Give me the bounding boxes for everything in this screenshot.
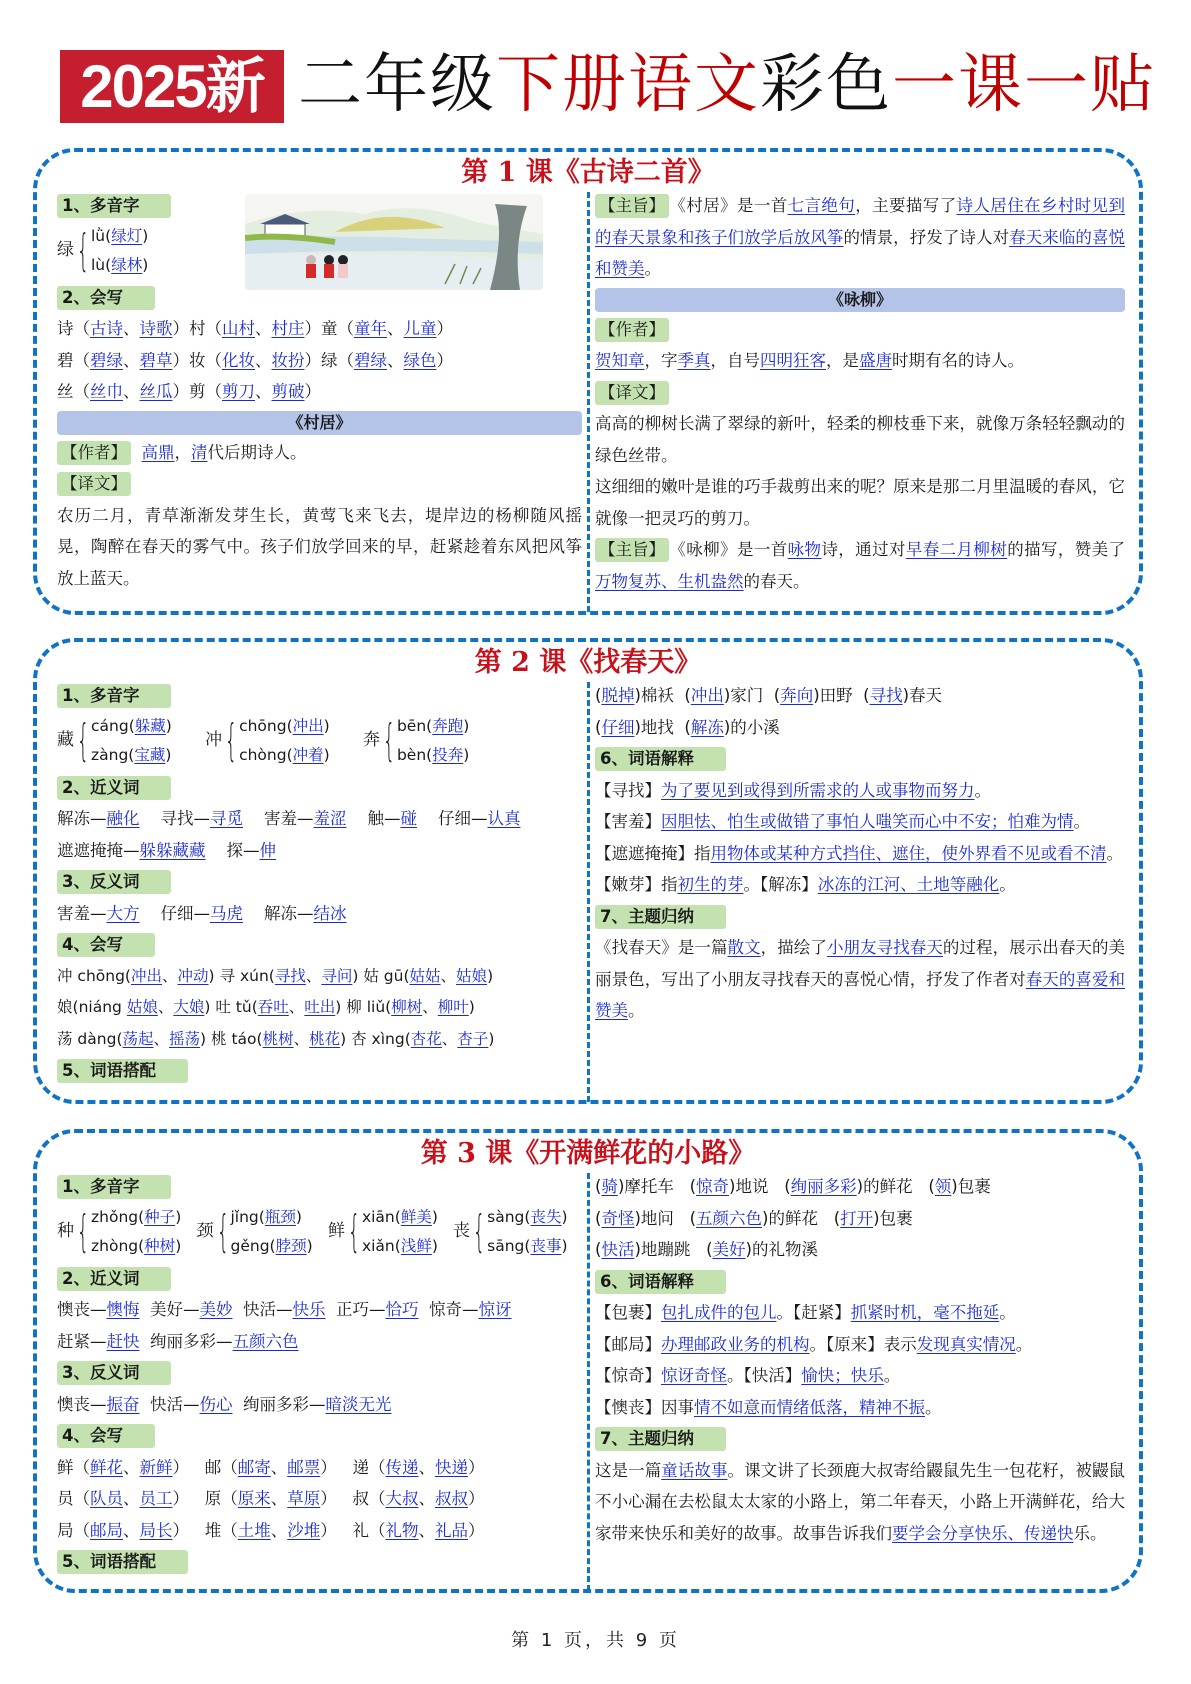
author-line: 【作者】 高鼎，清代后期诗人。 <box>57 437 582 469</box>
collocation-row: (快活)地蹦跳 (美好)的礼物溪 <box>595 1240 818 1259</box>
definition-line: 【遮遮掩掩】指用物体或某种方式挡住、遮住，使外界看不见或看不清。 <box>595 843 1123 863</box>
brace-icon: { <box>382 714 396 766</box>
page-header <box>0 0 1191 130</box>
polyphone-item: 丧 { sàng(丧失) sāng(丧事) <box>453 1205 568 1257</box>
author-line: 贺知章，字季真，自号四明狂客，是盛唐时期有名的诗人。 <box>595 351 1024 370</box>
page-title <box>298 40 1156 130</box>
section-heading: 4、会写 <box>57 1424 155 1448</box>
title-part-volume: 下册语文 <box>496 48 760 122</box>
section-heading: 6、词语解释 <box>595 1270 726 1294</box>
lesson-2-right-column <box>595 680 1125 1027</box>
synonym-row: 遮遮掩掩—躲躲藏藏 探—伸 <box>57 840 276 860</box>
write-row: 局（邮局、局长） 堆（土堆、沙堆） 礼（礼物、礼品） <box>57 1520 485 1540</box>
polyphone-item: 种 { zhǒng(种子) zhòng(种树) <box>57 1205 182 1257</box>
section-heading: 6、词语解释 <box>595 747 726 771</box>
collocation-row: (仔细)地找 (解冻)的小溪 <box>595 717 780 737</box>
theme-summary: 这是一篇童话故事。课文讲了长颈鹿大叔寄给鼹鼠先生一包花籽，被鼹鼠不小心漏在去松鼠太太家的小路上，第二年春天，小路上开满鲜花，给大家带来快乐和美好的故事。故事告诉我们要学会分享快乐、传递快乐。 <box>595 1460 1126 1543</box>
synonym-row: 懊丧—懊悔 美好—美妙 快活—快乐 正巧—恰巧 惊奇—惊讶 <box>57 1300 512 1319</box>
theme-paragraph: 【主旨】 《咏柳》是一首咏物诗，通过对早春二月柳树的描写，赞美了万物复苏、生机盎然的春天。 <box>595 540 1126 591</box>
write-row: 员（队员、员工） 原（原来、草原） 叔（大叔、叔叔） <box>57 1489 485 1508</box>
brace-icon: { <box>224 714 238 766</box>
polyphone-item: 奔 { bēn(奔跑) bèn(投奔) <box>362 714 470 766</box>
poem-title-bar: 《咏柳》 <box>595 288 1125 312</box>
section-heading: 1、多音字 <box>57 1175 171 1199</box>
lesson-3-card <box>33 1129 1143 1593</box>
antonym-row: 懊丧—振奋 快活—伤心 绚丽多彩—暗淡无光 <box>57 1394 392 1414</box>
lesson-2-card <box>33 638 1143 1104</box>
page-number: 第 1 页，共 9 页 <box>511 1630 680 1651</box>
brace-icon: { <box>76 1205 90 1257</box>
section-heading: 3、反义词 <box>57 1361 171 1385</box>
translation-text: 农历二月，青草渐渐发芽生长，黄莺飞来飞去，堤岸边的杨柳随风摇晃，陶醉在春天的雾气中。孩子们放学回来的早，赶紧趁着东风把风筝放上蓝天。 <box>57 505 582 588</box>
definition-line: 【害羞】因胆怯、怕生或做错了事怕人嗤笑而心中不安；怕难为情。 <box>595 812 1090 831</box>
river-landscape-illustration <box>245 194 543 290</box>
theme-paragraph: 【主旨】 《村居》是一首七言绝句，主要描写了诗人居住在乡村时见到的春天景象和孩子们放学后放风筝的情景，抒发了诗人对春天来临的喜悦和赞美。 <box>595 196 1126 278</box>
translation-text: 高高的柳树长满了翠绿的新叶，轻柔的柳枝垂下来，就像万条轻轻飘动的绿色丝带。 <box>595 414 1125 465</box>
poem-title-bar: 《村居》 <box>57 411 582 435</box>
definition-line: 【邮局】办理邮政业务的机构。【原来】表示发现真实情况。 <box>595 1334 1033 1354</box>
brace-icon: { <box>216 1205 229 1257</box>
definition-line: 【包裹】包扎成件的包儿。【赶紧】抓紧时机，毫不拖延。 <box>595 1303 1016 1322</box>
lesson-3-right-column <box>595 1171 1125 1549</box>
polyphone-list <box>57 1203 582 1263</box>
synonym-row: 赶紧—赶快 绚丽多彩—五颜六色 <box>57 1331 299 1351</box>
lesson-2-left-column <box>57 680 582 1087</box>
write-row: 诗（古诗、诗歌）村（山村、村庄）童（童年、儿童） <box>57 319 453 338</box>
lesson-3-left-column <box>57 1171 582 1578</box>
translation-tag: 【译文】 <box>57 472 131 496</box>
write-row: 鲜（鲜花、新鲜） 邮（邮寄、邮票） 递（传递、快递） <box>57 1457 485 1477</box>
section-heading: 1、多音字 <box>57 684 171 708</box>
polyphone-item: 藏 { cáng(躲藏) zàng(宝藏) <box>57 714 172 766</box>
collocation-row: (脱掉)棉袄 (冲出)家门 (奔向)田野 (寻找)春天 <box>595 686 942 705</box>
lesson-2-title: 第 2 课《找春天》 <box>474 647 702 678</box>
lesson-1-card <box>33 148 1143 615</box>
author-tag: 【作者】 <box>57 441 131 465</box>
antonym-row: 害羞—大方 仔细—马虎 解冻—结冰 <box>57 903 347 923</box>
polyphone-item: 绿 { lǜ(绿灯) lù(绿林) <box>57 224 149 276</box>
section-heading: 2、近义词 <box>57 1267 171 1291</box>
section-heading: 5、词语搭配 <box>57 1059 188 1083</box>
section-heading: 3、反义词 <box>57 870 171 894</box>
brace-icon: { <box>76 224 90 276</box>
write-row: 娘(niáng 姑娘、大娘) 吐 tǔ(吞吐、吐出) 柳 liǔ(柳树、柳叶) <box>57 998 475 1016</box>
section-heading: 7、主题归纳 <box>595 1427 726 1451</box>
write-row: 碧（碧绿、碧草）妆（化妆、妆扮）绿（碧绿、绿色） <box>57 350 453 370</box>
brace-icon: { <box>347 1205 361 1257</box>
column-divider <box>587 192 590 612</box>
synonym-row: 解冻—融化 寻找—寻觅 害羞—羞涩 触—碰 仔细—认真 <box>57 809 521 828</box>
translation-text: 这细细的嫩叶是谁的巧手裁剪出来的呢？原来是那二月里温暖的春风，它就像一把灵巧的剪刀。 <box>595 477 1125 528</box>
section-heading: 5、词语搭配 <box>57 1550 188 1574</box>
section-heading: 2、近义词 <box>57 776 171 800</box>
polyphone-item: 鲜 { xiān(鲜美) xiǎn(浅鲜) <box>327 1205 438 1257</box>
section-heading: 4、会写 <box>57 933 155 957</box>
section-heading: 7、主题归纳 <box>595 905 726 929</box>
title-part-one-lesson: 一课一贴 <box>892 48 1156 122</box>
collocation-row: (骑)摩托车 (惊奇)地说 (绚丽多彩)的鲜花 (领)包裹 <box>595 1177 991 1196</box>
polyphone-item: 冲 { chōng(冲出) chòng(冲着) <box>205 714 330 766</box>
column-divider <box>587 1173 590 1591</box>
polyphone-item: 颈 { jǐng(瓶颈) gěng(脖颈) <box>196 1205 313 1257</box>
translation-tag: 【译文】 <box>595 381 669 405</box>
brace-icon: { <box>76 714 90 766</box>
section-heading: 1、多音字 <box>57 194 171 218</box>
lesson-1-title: 第 1 课《古诗二首》 <box>461 157 715 188</box>
section-heading: 2、会写 <box>57 286 155 310</box>
write-row: 冲 chōng(冲出、冲动) 寻 xún(寻找、寻问) 姑 gū(姑姑、姑娘) <box>57 966 494 985</box>
definition-line: 【寻找】为了要见到或得到所需求的人或事物而努力。 <box>595 780 991 800</box>
lesson-3-title: 第 3 课《开满鲜花的小路》 <box>420 1138 756 1169</box>
theme-summary: 《找春天》是一篇散文，描绘了小朋友寻找春天的过程，展示出春天的美丽景色，写出了小朋友寻找春天的喜悦心情，抒发了作者对春天的喜爱和赞美。 <box>595 938 1126 1020</box>
column-divider <box>587 682 590 1102</box>
definition-line: 【惊奇】惊讶奇怪。【快活】愉快；快乐。 <box>595 1366 901 1385</box>
polyphone-list <box>57 712 582 772</box>
author-tag: 【作者】 <box>595 318 669 342</box>
write-row: 丝（丝巾、丝瓜）剪（剪刀、剪破） <box>57 382 321 401</box>
definition-line: 【嫩芽】指初生的芽。【解冻】冰冻的江河、土地等融化。 <box>595 875 1016 894</box>
lesson-1-right-column <box>595 190 1125 597</box>
title-part-grade: 二年级 <box>298 48 496 122</box>
brace-icon: { <box>472 1205 486 1257</box>
year-badge: 2025新 <box>60 50 284 123</box>
write-row: 荡 dàng(荡起、摇荡) 桃 táo(桃树、桃花) 杏 xìng(杏花、杏子) <box>57 1029 495 1048</box>
title-part-color: 彩色 <box>760 48 892 122</box>
definition-line: 【懊丧】因事情不如意而情绪低落，精神不振。 <box>595 1397 942 1417</box>
theme-tag: 【主旨】 <box>595 538 669 562</box>
collocation-row: (奇怪)地问 (五颜六色)的鲜花 (打开)包裹 <box>595 1208 913 1228</box>
theme-tag: 【主旨】 <box>595 194 669 218</box>
